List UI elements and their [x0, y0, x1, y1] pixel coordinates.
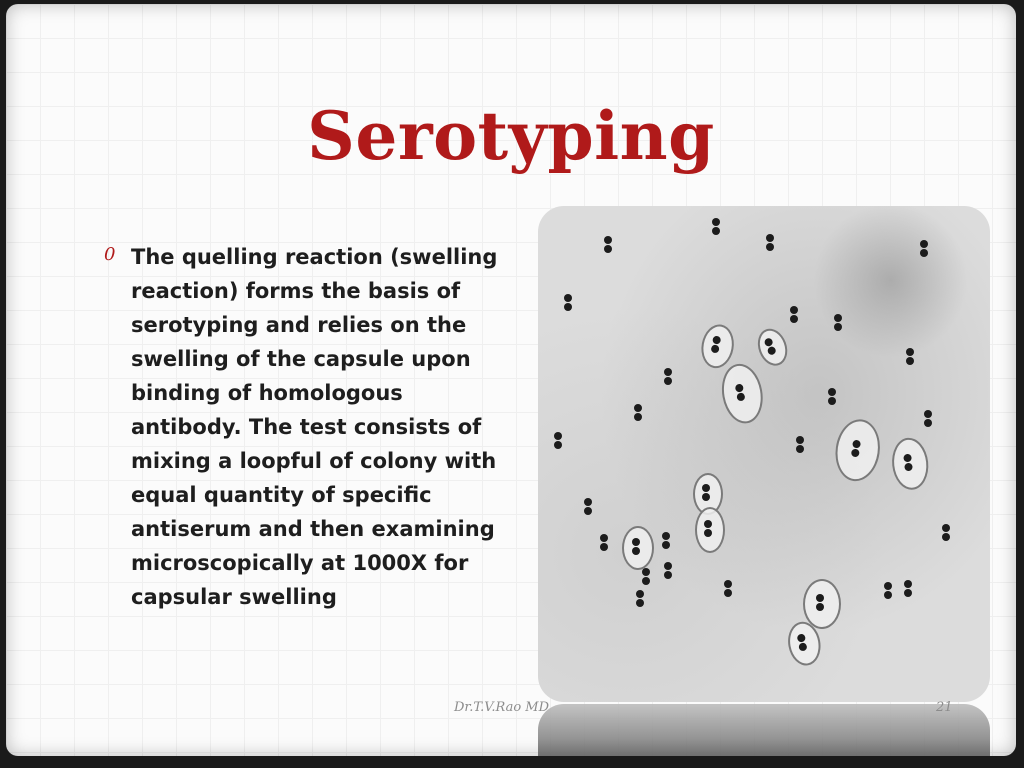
bacterium-body [604, 236, 612, 244]
bacterium-body [828, 397, 836, 405]
bacterium-body [600, 543, 608, 551]
bacterium-body [564, 294, 572, 302]
bacterium-body [634, 404, 642, 412]
page-number: 21 [936, 700, 953, 715]
bacterium-body [924, 419, 932, 427]
bacterium-body [712, 218, 720, 226]
bacterium-body [904, 580, 912, 588]
bullet-marker: 0 [104, 244, 116, 265]
bacterium-body [796, 436, 804, 444]
bacterium-body [702, 493, 710, 501]
bacterium-body [664, 368, 672, 376]
bacterium-body [704, 520, 712, 528]
bacterium-body [664, 562, 672, 570]
bacterium-body [712, 227, 720, 235]
bacterium-body [906, 348, 914, 356]
slide [6, 4, 1016, 756]
bacterium-body [604, 245, 612, 253]
bacterium-body [924, 410, 932, 418]
bacterium-body [702, 484, 710, 492]
bacterium-body [600, 534, 608, 542]
bacterium-body [834, 314, 842, 322]
bacterium-body [724, 580, 732, 588]
bacterium-body [584, 498, 592, 506]
bacterium-body [942, 524, 950, 532]
slide-title: Serotyping [307, 97, 715, 175]
bacterium-body [634, 413, 642, 421]
bacterium-body [636, 590, 644, 598]
bacterium-body [766, 234, 774, 242]
bacterium-body [942, 533, 950, 541]
bacterium-body [796, 445, 804, 453]
bacterium-body [904, 589, 912, 597]
bacterium-body [766, 243, 774, 251]
bacterium-body [584, 507, 592, 515]
bacterium-body [664, 571, 672, 579]
bacterium-body [662, 541, 670, 549]
bacterium-body [664, 377, 672, 385]
bacterium-body [642, 568, 650, 576]
bacterium-body [554, 432, 562, 440]
bacterium-body [632, 538, 640, 546]
bacterium-body [704, 529, 712, 537]
bacterium-body [834, 323, 842, 331]
bacterium-body [816, 603, 824, 611]
bacterium-body [554, 441, 562, 449]
bacterium-body [884, 591, 892, 599]
microscope-image [538, 206, 990, 702]
bacterium-body [884, 582, 892, 590]
bacterium-body [632, 547, 640, 555]
bullet-text: The quelling reaction (swelling reaction) forms the basis of serotyping and relies on the swelling of the capsule upon binding of homologous antibody. The test consists of mixing a loopful of colony with equal quantity of specific antiserum and then examining microscopically at 1000X for capsular swelling [131, 245, 498, 609]
bacterium-body [790, 306, 798, 314]
bacterium-body [920, 240, 928, 248]
bacterium-body [906, 357, 914, 365]
bacterium-body [920, 249, 928, 257]
bacterium-body [724, 589, 732, 597]
bacterium-body [790, 315, 798, 323]
bacterium-body [636, 599, 644, 607]
bacterium-body [828, 388, 836, 396]
image-reflection [538, 704, 990, 756]
footer-author: Dr.T.V.Rao MD [454, 700, 550, 715]
bacterium-body [662, 532, 670, 540]
bacterium-body [642, 577, 650, 585]
bacterium-body [816, 594, 824, 602]
bacterium-body [564, 303, 572, 311]
